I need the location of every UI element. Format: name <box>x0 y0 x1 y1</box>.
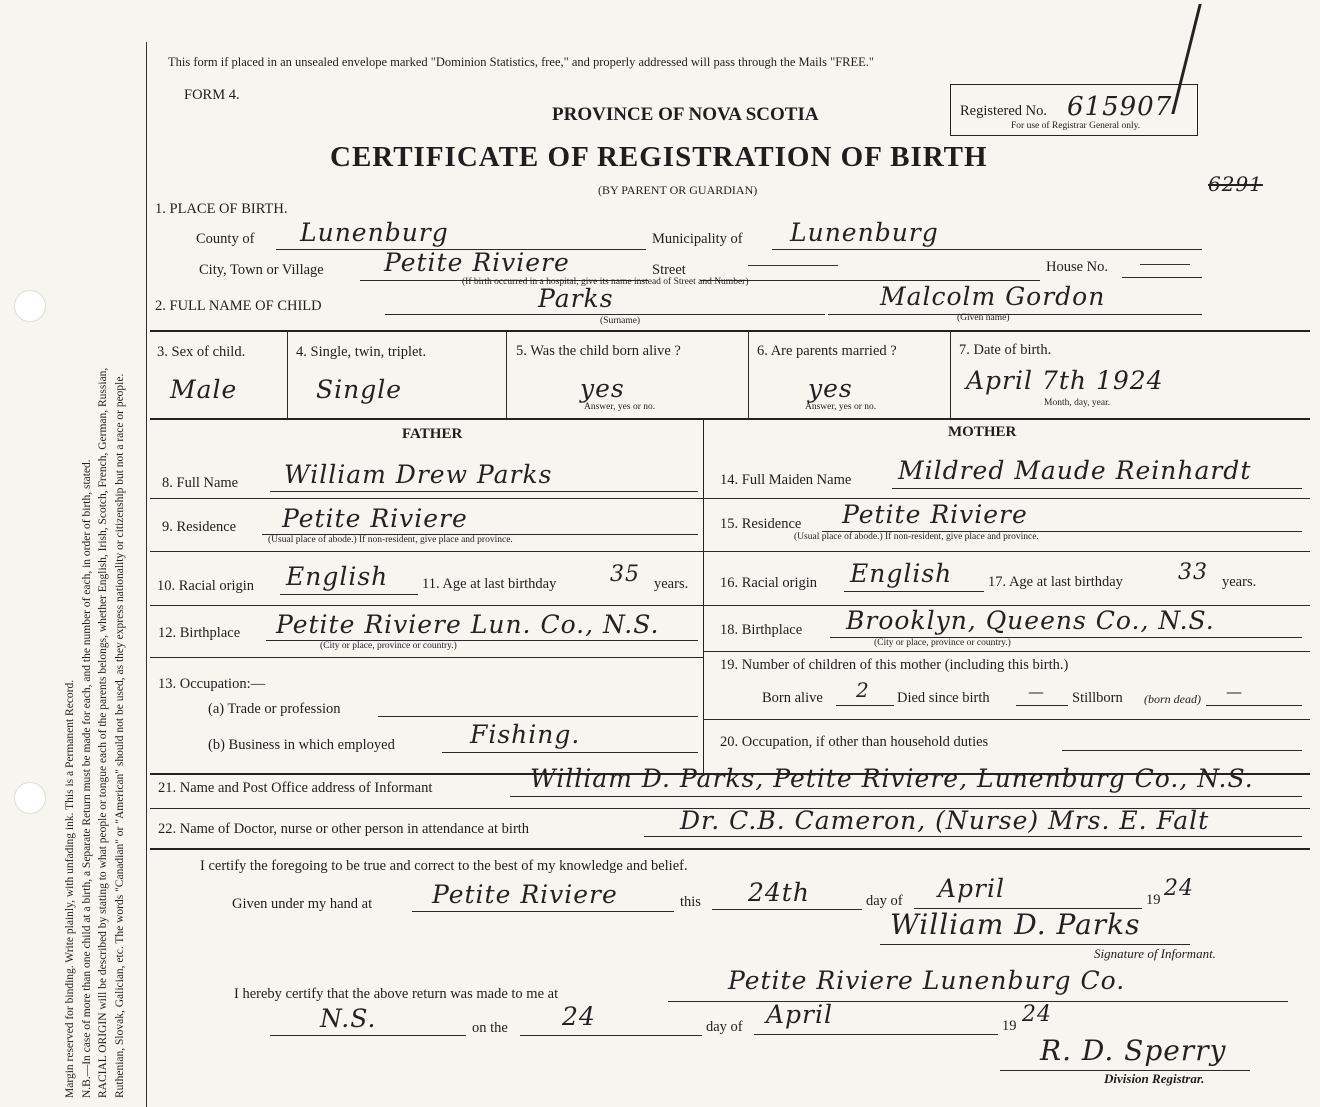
business-value: Fishing. <box>470 720 581 749</box>
this-label: this <box>680 894 701 910</box>
house-no-dash <box>1140 264 1190 265</box>
certify-statement: I certify the foregoing to be true and correct to the best of my knowledge and belief. <box>200 858 688 874</box>
given-name-note: (Given name) <box>957 313 1010 323</box>
registrar-signature: R. D. Sperry <box>1040 1034 1227 1067</box>
informant-line <box>510 796 1302 797</box>
registrar-general-note: For use of Registrar General only. <box>1011 121 1141 131</box>
born-alive-label: Born alive <box>762 690 823 706</box>
father-race-value: English <box>286 562 389 591</box>
certificate-title: CERTIFICATE OF REGISTRATION OF BIRTH <box>330 141 988 173</box>
province-heading: PROVINCE OF NOVA SCOTIA <box>552 104 819 125</box>
given-name-line <box>828 314 1202 315</box>
married-label: 6. Are parents married ? <box>757 343 897 359</box>
dob-note: Month, day, year. <box>1044 398 1111 408</box>
given-under-label: Given under my hand at <box>232 896 373 912</box>
married-value: yes <box>808 374 853 403</box>
surname-value: Parks <box>538 284 614 313</box>
mother-residence-value: Petite Riviere <box>842 500 1028 529</box>
cert-day-line <box>712 909 862 910</box>
cert-year-prefix: 19 <box>1146 892 1161 908</box>
mother-race-label: 16. Racial origin <box>720 575 818 591</box>
mother-race-line <box>844 591 984 592</box>
father-years: years. <box>654 576 689 592</box>
informant-label: 21. Name and Post Office address of Informant <box>158 780 433 796</box>
cert-year-value: 24 <box>1164 876 1194 901</box>
punch-hole-bottom <box>14 782 46 814</box>
informant-signature-line <box>880 944 1190 945</box>
punch-hole-top <box>14 290 46 322</box>
mother-residence-note: (Usual place of abode.) If non-resident, give place and province. <box>794 532 1039 542</box>
father-name-line <box>270 491 698 492</box>
margin-line-3: RACIAL ORIGIN will be described by stating to what people or tongue each of the parents belongs, whether English, Irish, Scotch, French, German, Russian, <box>97 367 109 1098</box>
father-residence-label: 9. Residence <box>162 519 237 535</box>
division-registrar-label: Division Registrar. <box>1104 1071 1205 1086</box>
col-divider-1 <box>287 331 288 418</box>
registrar-year-value: 24 <box>1022 1002 1052 1027</box>
informant-signature: William D. Parks <box>890 908 1141 941</box>
margin-rule <box>146 42 147 1107</box>
father-name-value: William Drew Parks <box>284 460 553 489</box>
margin-line-1: Margin reserved for binding. Write plainly, with unfading ink. This is a Permanent Record. <box>64 679 76 1098</box>
full-name-label: 2. FULL NAME OF CHILD <box>155 298 322 314</box>
margin-line-4: Ruthenian, Slovak, Galician, etc. The words "Canadian" or "American" should not be used, as they express nationality or citizenship but not a race or people. <box>113 373 126 1098</box>
mother-occupation-line <box>1062 750 1302 751</box>
col-divider-2 <box>506 331 507 418</box>
registrar-year-prefix: 19 <box>1002 1018 1017 1034</box>
mother-name-label: 14. Full Maiden Name <box>720 472 852 488</box>
municipality-line <box>772 249 1202 250</box>
certificate-subtitle: (BY PARENT OR GUARDIAN) <box>598 183 758 197</box>
given-place-line <box>412 911 674 912</box>
children-label: 19. Number of children of this mother (including this birth.) <box>720 657 1069 673</box>
mother-age-value: 33 <box>1178 560 1208 585</box>
stillborn-value: — <box>1226 682 1243 701</box>
father-birthplace-value: Petite Riviere Lun. Co., N.S. <box>276 610 660 639</box>
registrar-day-value: 24 <box>562 1002 596 1031</box>
dob-value: April 7th 1924 <box>966 366 1164 395</box>
hospital-note: (If birth occurred in a hospital, give its name instead of Street and Number) <box>462 277 749 287</box>
registrar-place2-value: N.S. <box>320 1004 377 1033</box>
house-no-line <box>1122 277 1202 278</box>
registrar-place-value: Petite Riviere Lunenburg Co. <box>728 966 1126 995</box>
father-heading: FATHER <box>402 426 463 442</box>
ink-stroke <box>1171 4 1231 114</box>
registrar-month-line <box>754 1034 998 1035</box>
mother-occupation-label: 20. Occupation, if other than household duties <box>720 734 989 750</box>
margin-line-2: N.B.—In case of more than one child at a birth, a Separate Return must be made for each, and the number of each, in order of birth, stated. <box>80 459 93 1098</box>
mother-birthplace-label: 18. Birthplace <box>720 622 803 638</box>
alive-label: 5. Was the child born alive ? <box>516 343 681 359</box>
father-age-value: 35 <box>610 562 640 587</box>
single-label: 4. Single, twin, triplet. <box>296 344 427 360</box>
street-line <box>700 280 1040 281</box>
mother-age-label: 17. Age at last birthday <box>988 574 1123 590</box>
cert-day-of-label: day of <box>866 893 903 909</box>
born-alive-line <box>836 705 894 706</box>
informant-value: William D. Parks, Petite Riviere, Lunenburg Co., N.S. <box>530 764 1254 793</box>
city-value: Petite Riviere <box>384 248 570 277</box>
registration-box <box>950 84 1198 136</box>
dob-label: 7. Date of birth. <box>959 342 1052 358</box>
rule-mother-after-children <box>703 719 1310 720</box>
born-alive-value: 2 <box>856 678 870 702</box>
stillborn-label: Stillborn <box>1072 690 1123 706</box>
rule-below-items-3-7 <box>150 418 1310 420</box>
cert-day-value: 24th <box>748 878 810 907</box>
father-birthplace-label: 12. Birthplace <box>158 625 241 641</box>
father-residence-note: (Usual place of abode.) If non-resident, give place and province. <box>268 535 513 545</box>
registrar-place-line <box>668 1001 1288 1002</box>
business-line <box>442 752 698 753</box>
business-label: (b) Business in which employed <box>208 737 395 753</box>
mother-name-value: Mildred Maude Reinhardt <box>898 456 1252 485</box>
rule-after-residence <box>150 551 1310 552</box>
mother-years: years. <box>1222 574 1257 590</box>
trade-label: (a) Trade or profession <box>208 701 341 717</box>
doctor-label: 22. Name of Doctor, nurse or other person in attendance at birth <box>158 821 530 837</box>
rule-after-birthplace <box>150 657 703 658</box>
registrar-on-the-label: on the <box>472 1020 508 1036</box>
registrar-place2-line <box>270 1035 466 1036</box>
city-label: City, Town or Village <box>199 262 324 278</box>
municipality-value: Lunenburg <box>790 218 939 247</box>
trade-line <box>378 716 698 717</box>
sex-value: Male <box>170 375 238 404</box>
informant-signature-label: Signature of Informant. <box>1094 946 1216 961</box>
street-dash <box>748 265 838 266</box>
father-race-label: 10. Racial origin <box>157 578 255 594</box>
single-value: Single <box>316 375 403 404</box>
died-line <box>1016 705 1068 706</box>
rule-top <box>150 330 1310 332</box>
place-of-birth-label: 1. PLACE OF BIRTH. <box>155 201 288 217</box>
doctor-line <box>644 836 1302 837</box>
given-place-value: Petite Riviere <box>432 880 618 909</box>
corner-number: 6291 <box>1208 172 1263 196</box>
father-race-line <box>280 594 418 595</box>
cert-month-value: April <box>938 874 1005 903</box>
surname-note: (Surname) <box>600 316 641 326</box>
father-occupation-label: 13. Occupation:— <box>158 676 266 692</box>
died-value: — <box>1028 682 1045 701</box>
registered-number: 615907 <box>1067 92 1173 122</box>
rule-after-doctor <box>150 848 1310 850</box>
house-no-label: House No. <box>1046 259 1109 275</box>
registered-label: Registered No. <box>960 103 1047 119</box>
rule-mother-after-birthplace <box>703 651 1310 652</box>
mail-notice: This form if placed in an unsealed envelope marked "Dominion Statistics, free," and properly addressed will pass through the Mails "FREE." <box>168 55 875 69</box>
mother-birthplace-value: Brooklyn, Queens Co., N.S. <box>846 606 1215 635</box>
mother-name-line <box>892 488 1302 489</box>
given-name-value: Malcolm Gordon <box>880 282 1106 311</box>
mother-birthplace-note: (City or place, province or country.) <box>874 638 1011 648</box>
form-number: FORM 4. <box>184 87 240 103</box>
father-residence-value: Petite Riviere <box>282 504 468 533</box>
county-label: County of <box>196 231 255 247</box>
mother-residence-label: 15. Residence <box>720 516 802 532</box>
died-label: Died since birth <box>897 690 990 706</box>
county-value: Lunenburg <box>300 218 449 247</box>
mother-race-value: English <box>850 559 953 588</box>
registrar-month-value: April <box>766 1000 833 1029</box>
father-birthplace-note: (City or place, province or country.) <box>320 641 457 651</box>
father-age-label: 11. Age at last birthday <box>422 576 557 592</box>
married-note: Answer, yes or no. <box>805 402 877 412</box>
stillborn-note: (born dead) <box>1144 692 1201 706</box>
rule-after-names <box>150 498 1310 499</box>
doctor-value: Dr. C.B. Cameron, (Nurse) Mrs. E. Falt <box>680 806 1210 835</box>
mother-heading: MOTHER <box>948 424 1017 440</box>
registrar-day-of-label: day of <box>706 1019 743 1035</box>
alive-note: Answer, yes or no. <box>584 402 656 412</box>
father-name-label: 8. Full Name <box>162 475 239 491</box>
surname-line <box>385 314 825 315</box>
sex-label: 3. Sex of child. <box>157 344 246 360</box>
col-divider-3 <box>748 331 749 418</box>
alive-value: yes <box>580 374 625 403</box>
registrar-statement: I hereby certify that the above return was made to me at <box>234 986 559 1002</box>
municipality-label: Municipality of <box>652 231 743 247</box>
stillborn-line <box>1206 705 1302 706</box>
registrar-day-line <box>520 1035 702 1036</box>
col-divider-4 <box>950 331 951 418</box>
street-label: Street <box>652 262 686 278</box>
